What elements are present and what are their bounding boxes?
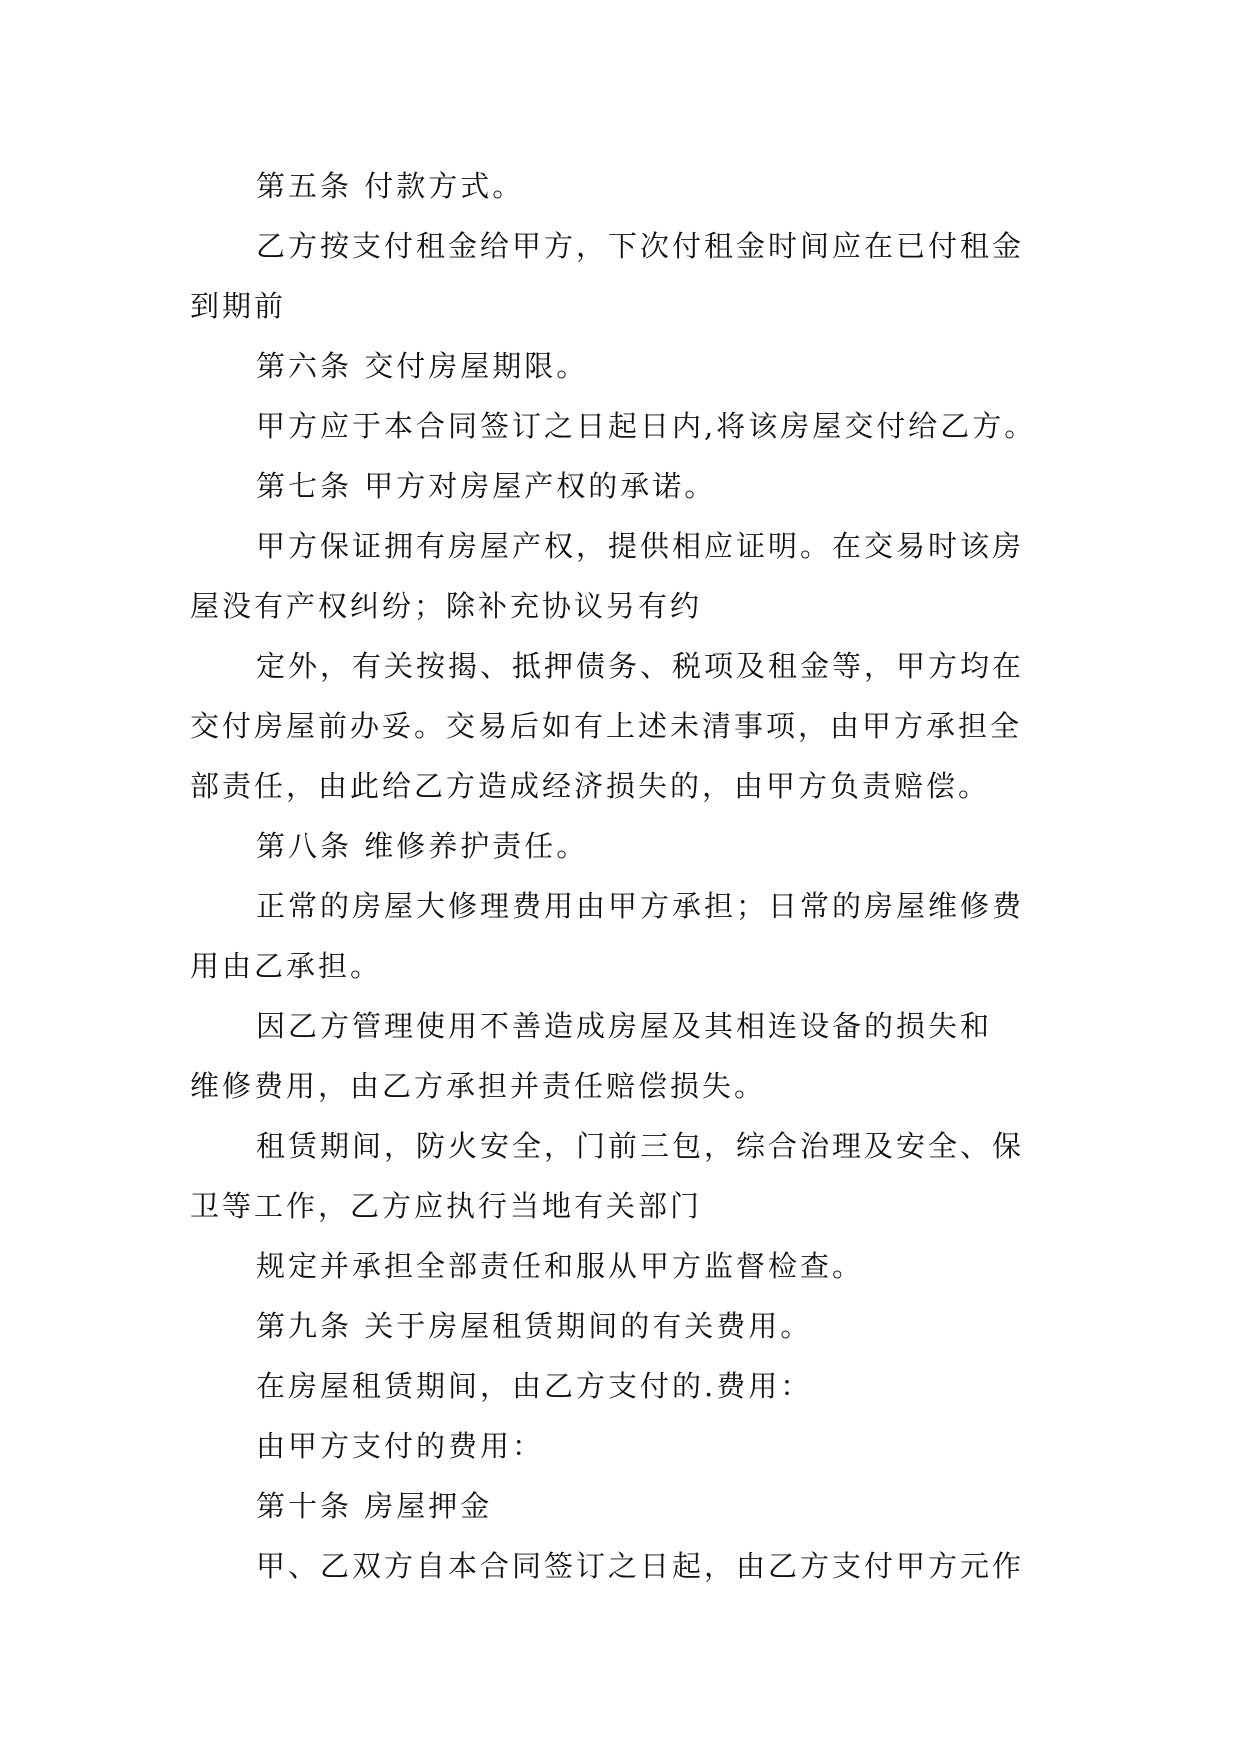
paragraph-line: 卫等工作，乙方应执行当地有关部门 (190, 1189, 703, 1223)
paragraph-line: 用由乙承担。 (190, 949, 383, 983)
paragraph-line: 租赁期间，防火安全，门前三包，综合治理及安全、保 (256, 1129, 1025, 1163)
paragraph-line: 由甲方支付的费用： (256, 1429, 545, 1463)
paragraph-line: 甲方保证拥有房屋产权，提供相应证明。在交易时该房 (256, 529, 1025, 563)
paragraph-line: 甲、乙双方自本合同签订之日起，由乙方支付甲方元作 (256, 1549, 1025, 1583)
paragraph-line: 交付房屋前办妥。交易后如有上述未清事项，由甲方承担全 (190, 709, 1023, 743)
article-10-heading: 第十条 房屋押金 (256, 1489, 493, 1523)
paragraph-line: 屋没有产权纠纷；除补充协议另有约 (190, 589, 703, 623)
document-body (190, 156, 1050, 1596)
article-8-heading: 第八条 维修养护责任。 (256, 829, 589, 863)
article-7-heading: 第七条 甲方对房屋产权的承诺。 (256, 469, 717, 503)
paragraph-line: 在房屋租赁期间，由乙方支付的.费用： (256, 1369, 813, 1403)
article-5-heading: 第五条 付款方式。 (256, 169, 525, 203)
paragraph-line: 定外，有关按揭、抵押债务、税项及租金等，甲方均在 (256, 649, 1025, 683)
paragraph-line: 乙方按支付租金给甲方，下次付租金时间应在已付租金 (256, 229, 1025, 263)
paragraph-line: 甲方应于本合同签订之日起日内,将该房屋交付给乙方。 (256, 409, 1037, 443)
paragraph-line: 正常的房屋大修理费用由甲方承担；日常的房屋维修费 (256, 889, 1025, 923)
paragraph-line: 到期前 (190, 289, 287, 323)
article-9-heading: 第九条 关于房屋租赁期间的有关费用。 (256, 1309, 813, 1343)
paragraph-line: 维修费用，由乙方承担并责任赔偿损失。 (190, 1069, 767, 1103)
paragraph-line: 规定并承担全部责任和服从甲方监督检查。 (256, 1249, 865, 1283)
paragraph-line: 部责任，由此给乙方造成经济损失的，由甲方负责赔偿。 (190, 769, 991, 803)
paragraph-line: 因乙方管理使用不善造成房屋及其相连设备的损失和 (256, 1009, 993, 1043)
article-6-heading: 第六条 交付房屋期限。 (256, 349, 589, 383)
